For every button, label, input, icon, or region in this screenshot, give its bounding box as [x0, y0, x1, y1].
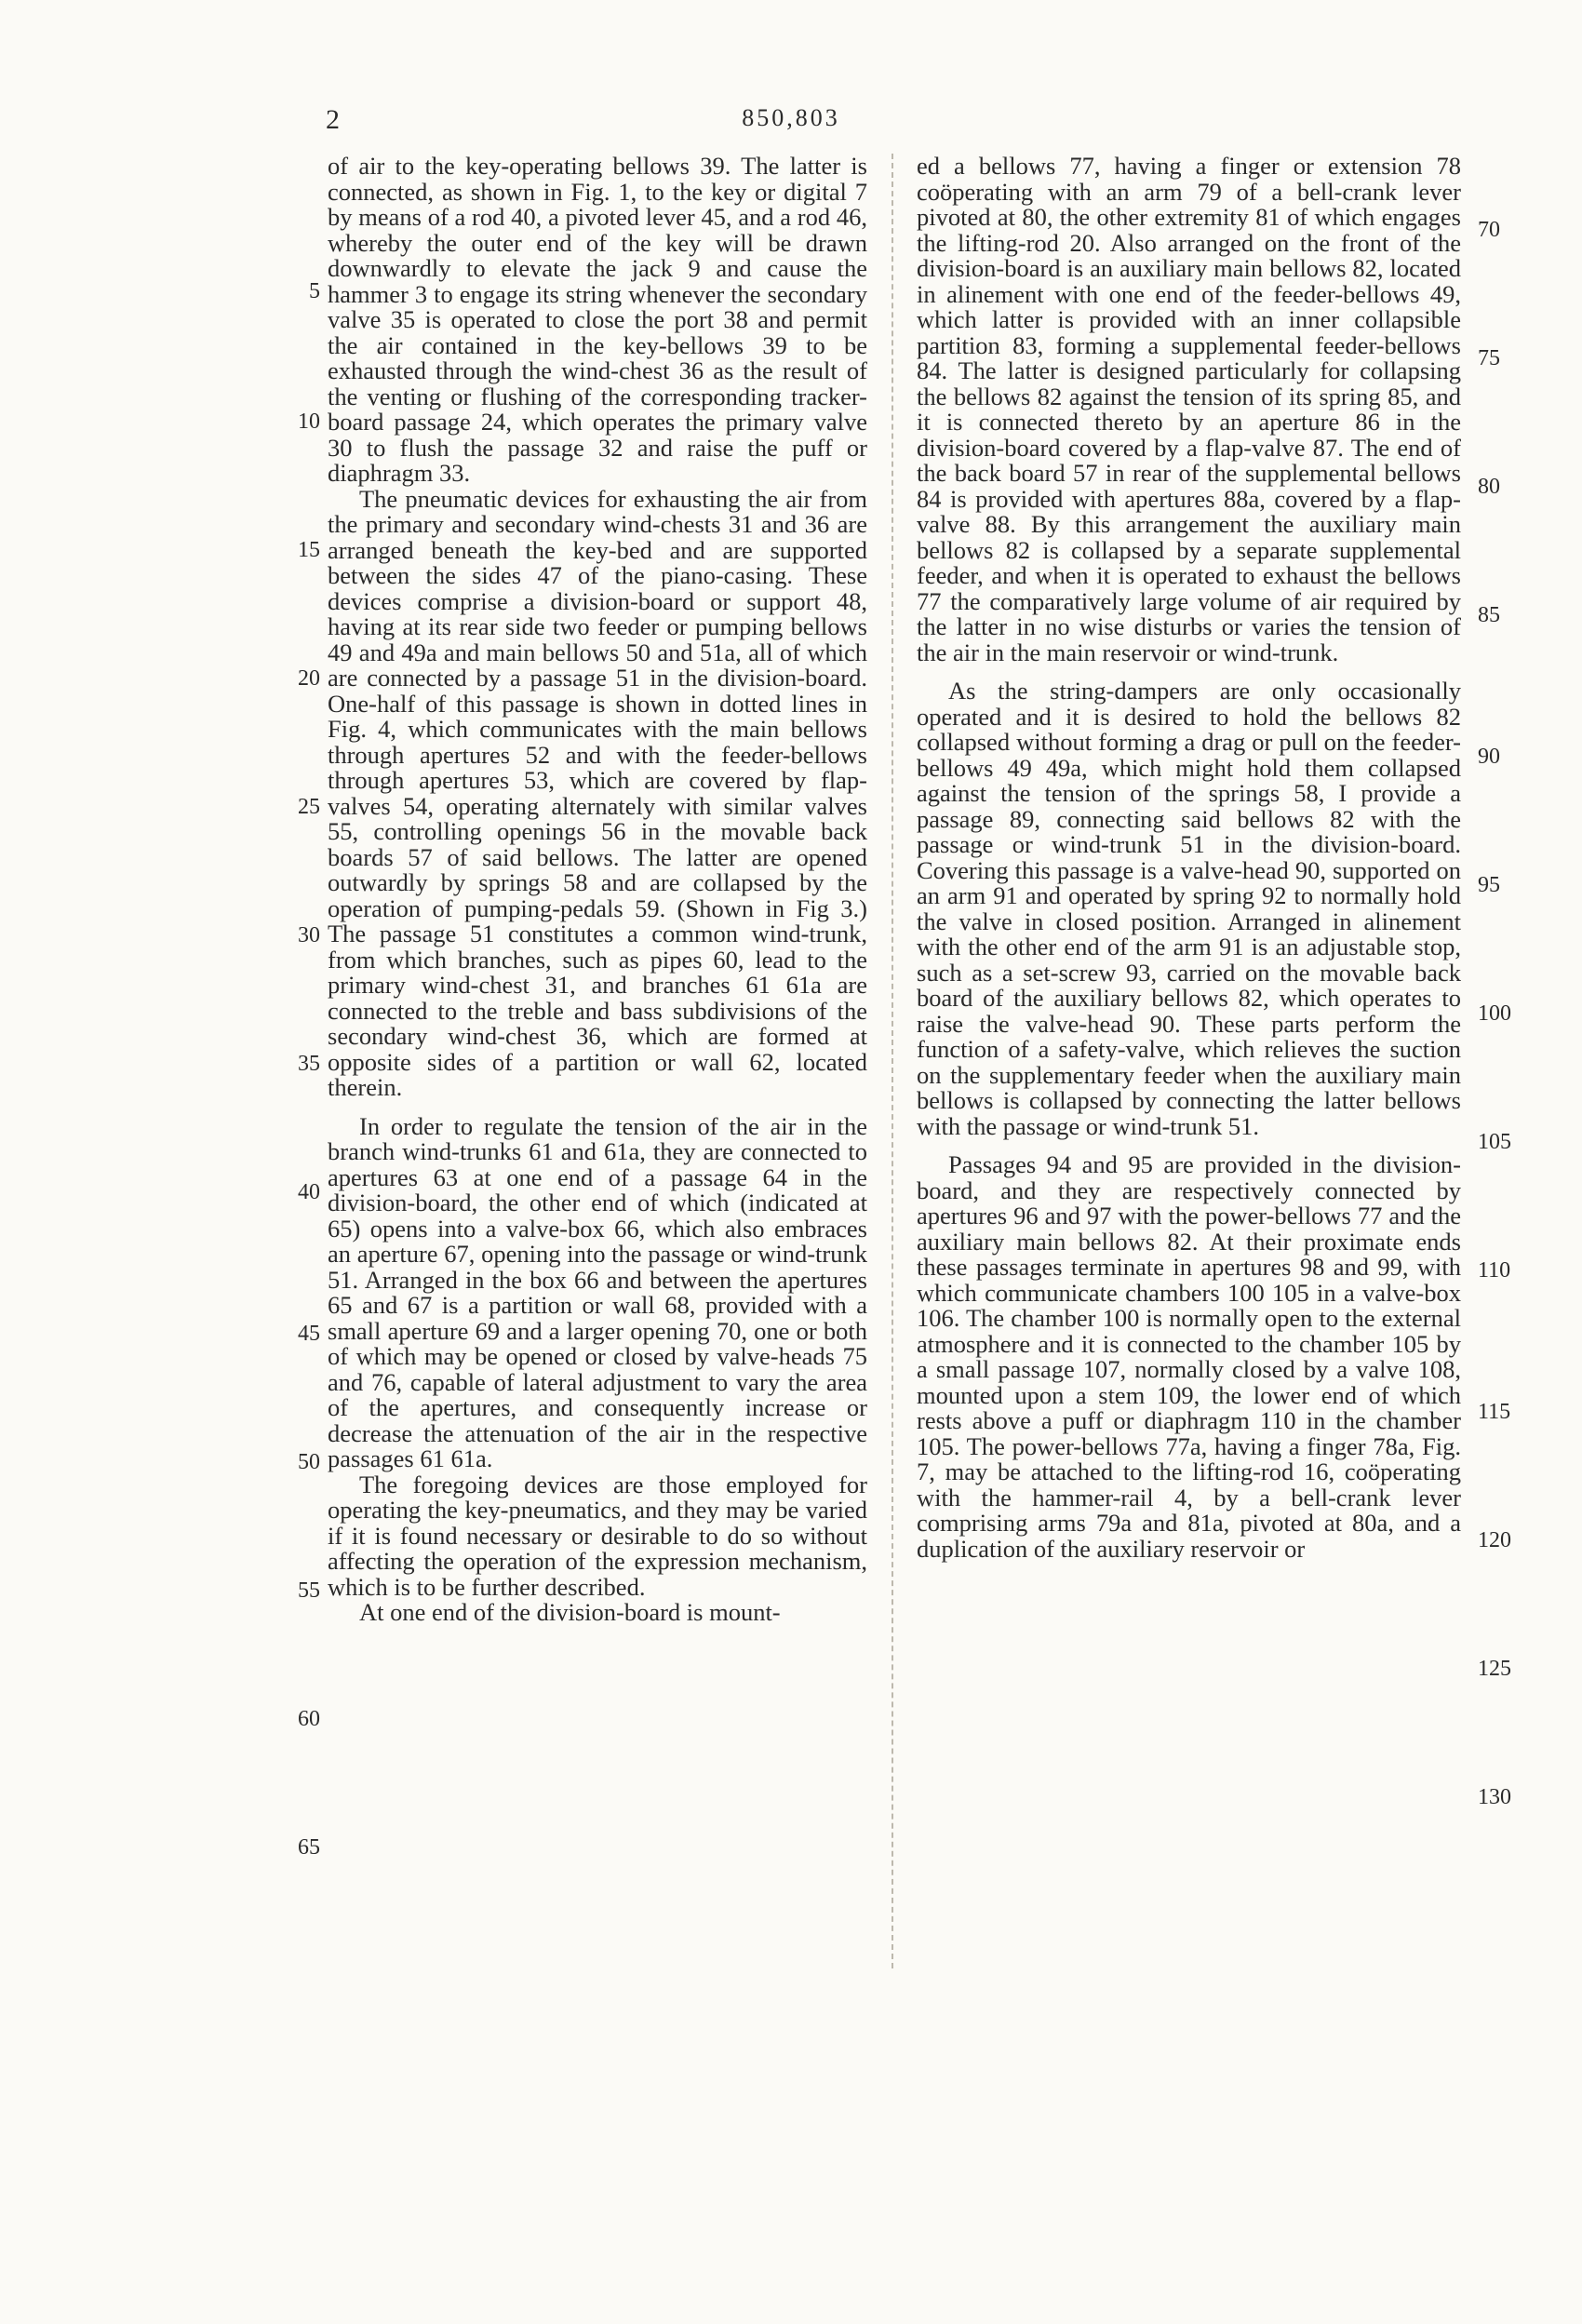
line-number: 130: [1478, 1785, 1511, 1809]
paragraph: of air to the key-operating bellows 39. The latter is connected, as shown in Fig. 1, to the key or digital 7 by means of a rod 40, a pivoted lever 45, and a rod 46, whereby the outer end of the key will be drawn downwardly to elevate the jack 9 and cause the hammer 3 to engage its string whenever the secondary valve 35 is operated to close the port 38 and permit the air contained in the key-bellows 39 to be exhausted through the wind-chest 36 as the result of the venting or flushing of the corresponding tracker-board passage 24, which operates the primary valve 30 to flush the passage 32 and raise the puff or diaphragm 33.: [328, 152, 867, 487]
line-number: 55: [298, 1578, 320, 1603]
patent-number: 850,803: [742, 104, 840, 131]
paragraph: In order to regulate the tension of the air in the branch wind-trunks 61 and 61a, they are connected to apertures 63 at one end of a passage 64 in the division-board, the other end of which (indicated at 65) opens into a valve-box 66, which also embraces an aperture 67, opening into the passage or wind-trunk 51. Arranged in the box 66 and between the apertures 65 and 67 is a partition or wall 68, provided with a small aperture 69 and a larger opening 70, one or both of which may be opened or closed by valve-heads 75 and 76, capable of lateral adjustment to vary the area of the apertures, and consequently increase or decrease the attenuation of the air in the respective passages 61 61a.: [328, 1111, 867, 1472]
line-number: 80: [1478, 475, 1500, 499]
line-number: 45: [298, 1322, 320, 1346]
line-number: 50: [298, 1450, 320, 1474]
paragraph: As the string-dampers are only occasionally operated and it is desired to hold the bellows 82 collapsed without forming a drag or pull on the feeder-bellows 49 49a, which might hold them collapsed against the tension of the springs 58, I provide a passage 89, connecting said bellows 82 with the passage or wind-trunk 51 in the division-board. Covering this passage is a valve-head 90, supported on an arm 91 and operated by spring 92 to normally hold the valve in closed position. Arranged in alinement with the other end of the arm 91 is an adjustable stop, such as a set-screw 93, carried on the movable back board of the auxiliary bellows 82, which operates to raise the valve-head 90. These parts perform the function of a safety-valve, which relieves the suction on the supplementary feeder when the auxiliary main bellows is collapsed by connecting the latter bellows with the passage or wind-trunk 51.: [917, 677, 1461, 1140]
paragraph: Passages 94 and 95 are provided in the division-board, and they are respectively connected by apertures 96 and 97 with the power-bellows 77 and the auxiliary main bellows 82. At their proximate ends these passages terminate in apertures 98 and 99, with which communicate chambers 100 105 in a valve-box 106. The chamber 100 is normally open to the external atmosphere and it is connected to the chamber 105 by a small passage 107, normally closed by a valve 108, mounted upon a stem 109, the lower end of which rests above a puff or diaphragm 110 in the chamber 105. The power-bellows 77a, having a finger 78a, Fig. 7, may be attached to the lifting-rod 16, coöperating with the hammer-rail 4, by a bell-crank lever comprising arms 79a and 81a, pivoted at 80a, and a duplication of the auxiliary reservoir or: [917, 1150, 1461, 1563]
line-number: 25: [298, 795, 320, 819]
line-number: 70: [1478, 218, 1500, 242]
line-number: 100: [1478, 1001, 1511, 1026]
line-number: 90: [1478, 745, 1500, 769]
line-number: 110: [1478, 1258, 1511, 1283]
line-number: 30: [298, 923, 320, 947]
paragraph: At one end of the division-board is mount-: [359, 1598, 781, 1626]
line-number: 120: [1478, 1528, 1511, 1552]
line-number: 115: [1478, 1400, 1511, 1424]
line-number: 40: [298, 1180, 320, 1204]
line-number: 5: [309, 279, 320, 303]
line-number: 35: [298, 1052, 320, 1076]
line-number: 105: [1478, 1130, 1511, 1154]
line-number: 125: [1478, 1657, 1511, 1681]
page-number: 2: [326, 104, 341, 135]
column-divider: [892, 154, 893, 1968]
line-number: 15: [298, 538, 320, 562]
paragraph: The pneumatic devices for exhausting the air from the primary and secondary wind-chests 31 and 36 are arranged beneath the key-bed and are supported between the sides 47 of the piano-casing. These devices comprise a division-board or support 48, having at its rear side two feeder or pumping bellows 49 and 49a and main bellows 50 and 51a, all of which are connected by a passage 51 in the division-board. One-half of this passage is shown in dotted lines in Fig. 4, which communicates with the main bellows through apertures 52 and with the feeder-bellows through apertures 53, which are covered by flap-valves 54, operating alternately with similar valves 55, controlling openings 56 in the movable back boards 57 of said bellows. The latter are opened outwardly by springs 58 and are collapsed by the operation of pumping-pedals 59. (Shown in Fig 3.) The passage 51 constitutes a common wind-trunk, from which branches, such as pipes 60, lead to the primary wind-chest 31, and branches 61 61a are connected to the treble and bass subdivisions of the secondary wind-chest 36, which are formed at opposite sides of a partition or wall 62, located therein.: [328, 484, 867, 1101]
line-number: 95: [1478, 873, 1500, 897]
line-number: 60: [298, 1707, 320, 1731]
paragraph: The foregoing devices are those employed for operating the key-pneumatics, and they may be varied if it is found necessary or desirable to do so without affecting the operation of the expression mechanism, which is to be further described.: [328, 1470, 867, 1601]
right-text-column: [917, 154, 1461, 1562]
line-number: 65: [298, 1835, 320, 1860]
paragraph: ed a bellows 77, having a finger or extension 78 coöperating with an arm 79 of a bell-crank lever pivoted at 80, the other extremity 81 of which engages the lifting-rod 20. Also arranged on the front of the division-board is an auxiliary main bellows 82, located in alinement with one end of the feeder-bellows 49, which latter is provided with an inner collapsible partition 83, forming a supplemental feeder-bellows 84. The latter is designed particularly for collapsing the bellows 82 against the tension of its spring 85, and it is connected thereto by an aperture 86 in the division-board covered by a flap-valve 87. The end of the back board 57 in rear of the supplemental bellows 84 is provided with apertures 88a, covered by a flap-valve 88. By this arrangement the auxiliary main bellows 82 is collapsed by a separate supplemental feeder, and when it is operated to exhaust the bellows 77 the comparatively large volume of air required by the latter in no wise disturbs or varies the tension of the air in the main reservoir or wind-trunk.: [917, 152, 1461, 666]
line-number: 10: [298, 410, 320, 434]
line-number: 20: [298, 666, 320, 691]
line-number: 75: [1478, 346, 1500, 370]
left-text-column: [328, 154, 867, 1626]
line-number: 85: [1478, 603, 1500, 627]
